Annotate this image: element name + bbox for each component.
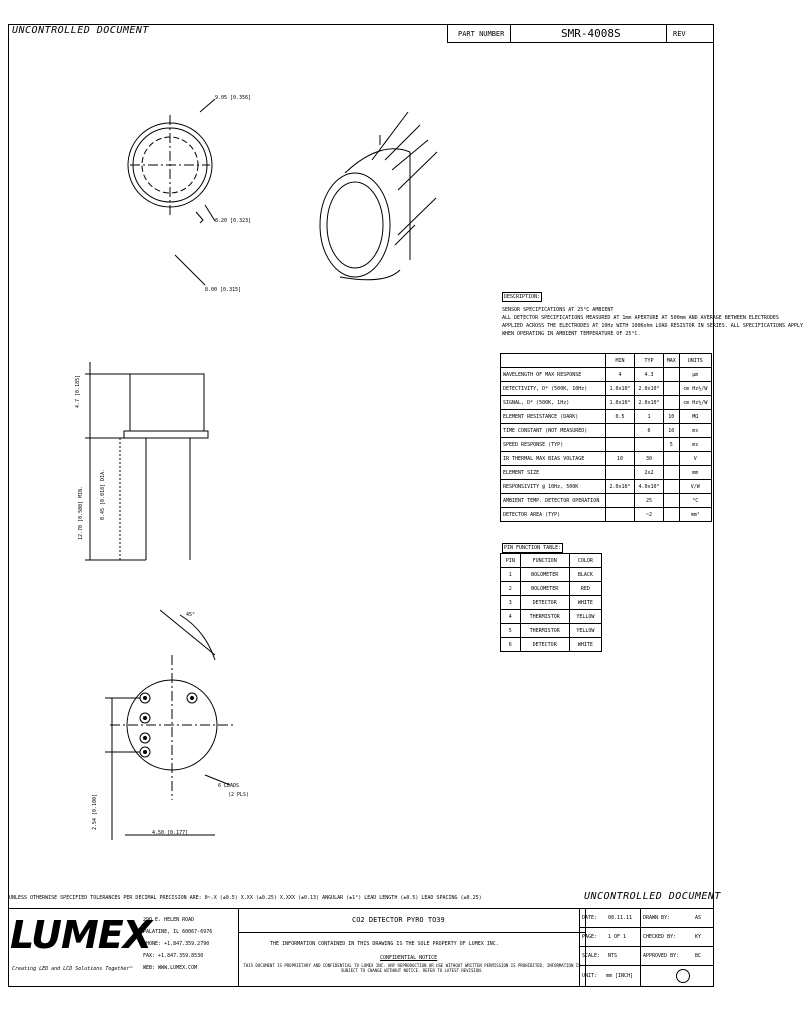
spec-cell [606,508,635,522]
spec-cell: DETECTIVITY, D* (500K, 10Hz) [501,382,606,396]
spec-cell [635,438,664,452]
pin-cell: DETECTOR [520,596,569,610]
spec-cell: ~2 [635,508,664,522]
spec-cell: TIME CONSTANT (NOT MEASURED) [501,424,606,438]
pin-row [501,624,602,638]
rev-label: REV [673,30,686,38]
dim-lead-length: 12.70 [0.500] MIN. [78,485,84,540]
spec-cell: SPEED RESPONSE (TYP) [501,438,606,452]
spec-cell [606,438,635,452]
dim-angle: 45° [186,612,196,618]
spec-row [501,466,712,480]
dim-cap-diameter: 8.20 [0.323] [215,218,252,224]
spec-cell: DETECTOR AREA (TYP) [501,508,606,522]
scale-label: SCALE: [582,953,601,959]
pin-table-title: PIN FUNCTION TABLE: [504,545,562,551]
certification-mark-icon [676,969,690,983]
confidential-text: THIS DOCUMENT IS PROPRIETARY AND CONFIDENTIAL TO LUMEX INC. ANY REPRODUCTION OR USE WITHOUT WRITTEN PERMISSION IS PROHIBITED. INFORMATION IS SUBJECT TO CHANGE WITHOUT NOTICE. REFER TO LATEST REVISION. [243,963,581,973]
part-number-label: PART NUMBER [458,30,505,38]
spec-cell: cm Hz½/W [679,396,711,410]
pin-cell: 5 [501,624,521,638]
pin-cell: DETECTOR [520,638,569,652]
spec-cell: WAVELENGTH OF MAX RESPONSE [501,368,606,382]
pin-cell: BOLOMETER [520,582,569,596]
date-label: DATE: [582,915,598,921]
page-value: 1 OF 1 [608,934,627,940]
spec-cell: 25 [635,494,664,508]
checked-value: KY [695,934,702,940]
dim-leads: 6 LEADS [218,783,240,789]
spec-cell: 2.0x10⁸ [606,480,635,494]
spec-cell: 1 [635,410,664,424]
spec-row [501,410,712,424]
pin-cell: THERMISTOR [520,624,569,638]
pin-cell: WHITE [569,638,601,652]
fax: FAX: +1.847.359.8530 [143,953,204,959]
tagline: Creating LED and LCD Solutions Together™ [12,966,133,972]
spec-cell: 0.5 [606,410,635,424]
spec-cell: V/W [679,480,711,494]
spec-row [501,438,712,452]
pin-cell: 2 [501,582,521,596]
pin-cell: BOLOMETER [520,568,569,582]
spec-cell: RESPONSIVITY @ 10Hz, 500K [501,480,606,494]
phone: PHONE: +1.847.359.2790 [143,941,210,947]
spec-cell: 2.0x10⁸ [635,382,664,396]
spec-cell [664,452,680,466]
spec-cell [664,396,680,410]
dim-bcd: 4.50 [0.177] [152,830,189,836]
spec-cell [606,494,635,508]
spec-row [501,424,712,438]
dim-window-diameter: 8.00 [0.315] [205,287,242,293]
pin-row [501,610,602,624]
spec-cell: ELEMENT RESISTANCE (DARK) [501,410,606,424]
spec-cell: ELEMENT SIZE [501,466,606,480]
drawn-value: AS [695,915,702,921]
spec-cell: SIGNAL, D* (500K, 1Hz) [501,396,606,410]
spec-cell [606,424,635,438]
spec-cell [664,508,680,522]
pin-cell: 3 [501,596,521,610]
pin-cell: 6 [501,638,521,652]
spec-cell: 2x2 [635,466,664,480]
pin-function-table [500,553,602,652]
description-line-3: APPLIED ACROSS THE ELECTRODES AT 10Hz WITH 100Kohm LOAD RESISTOR IN SERIES. ALL SPECIFICATIONS APPLY [502,323,803,329]
pin-row [501,596,602,610]
spec-cell: 1.0x10⁸ [606,382,635,396]
website: WEB: WWW.LUMEX.COM [143,965,198,971]
spec-cell [606,466,635,480]
pin-header-0: PIN [501,554,521,568]
spec-cell: MΩ [679,410,711,424]
spec-row [501,494,712,508]
scale-value: NTS [608,953,618,959]
dim-lead-diameter: 0.45 [0.018] DIA. [100,468,106,520]
pin-cell: RED [569,582,601,596]
checked-label: CHECKED BY: [643,934,677,940]
spec-cell [664,466,680,480]
spec-row [501,368,712,382]
spec-cell: 6 [635,424,664,438]
lumex-logo: LUMEX [10,913,152,957]
spec-cell: cm Hz½/W [679,382,711,396]
drawn-label: DRAWN BY: [643,915,671,921]
spec-cell: 1.0x10⁸ [606,396,635,410]
spec-cell [664,368,680,382]
uncontrolled-document-footer: UNCONTROLLED DOCUMENT [584,891,721,902]
pin-cell: WHITE [569,596,601,610]
spec-cell: 5 [664,438,680,452]
description-line-1: SENSOR SPECIFICATIONS AT 25°C AMBIENT [502,307,614,313]
spec-cell [664,494,680,508]
spec-cell: V [679,452,711,466]
spec-cell: 4.0x10⁸ [635,480,664,494]
tolerance-note: UNLESS OTHERWISE SPECIFIED TOLERANCES PER DECIMAL PRECISION ARE: 0~.X (±0.5) X.XX (±0.25) X.XXX (±0.13) ANGULAR (±1°) LEAD LENGTH (±0.5) LEAD SPACING (±0.25) [9,895,482,901]
dim-pin-spacing: 2.54 [0.100] [92,793,98,830]
uncontrolled-document-header: UNCONTROLLED DOCUMENT [12,25,149,36]
approved-label: APPROVED BY: [643,953,680,959]
top-view-drawing [128,99,215,285]
pin-cell: 1 [501,568,521,582]
side-view-drawing [85,362,208,560]
pin-header-1: FUNCTION [520,554,569,568]
pin-header-2: COLOR [569,554,601,568]
spec-cell: ms [679,438,711,452]
part-number: SMR-4008S [561,27,621,40]
spec-row [501,382,712,396]
spec-cell: µm [679,368,711,382]
spec-header-4: UNITS [679,354,711,368]
dim-leads-count: (2 PLS) [228,792,250,798]
spec-header-0 [501,354,606,368]
spec-header-3: MAX [664,354,680,368]
pin-row [501,582,602,596]
spec-cell: mm [679,466,711,480]
pin-cell: THERMISTOR [520,610,569,624]
spec-cell: AMBIENT TEMP. DETECTOR OPERATION [501,494,606,508]
dim-body-height: 4.7 [0.185] [75,374,81,408]
spec-row [501,452,712,466]
approved-value: BC [695,953,702,959]
iso-view-drawing [320,112,437,280]
spec-cell: 10 [664,424,680,438]
pin-cell: YELLOW [569,610,601,624]
property-notice: THE INFORMATION CONTAINED IN THIS DRAWING IS THE SOLE PROPERTY OF LUMEX INC. [270,941,499,947]
address-line-2: PALATINE, IL 60067-6976 [143,929,213,935]
spec-cell: 2.0x10⁸ [635,396,664,410]
pin-table-header [501,554,602,568]
spec-table [500,353,712,522]
spec-cell: IR THERMAL MAX BIAS VOLTAGE [501,452,606,466]
spec-row [501,480,712,494]
spec-cell: mm² [679,508,711,522]
spec-row [501,396,712,410]
page-label: PAGE: [582,934,598,940]
confidential-title: CONFIDENTIAL NOTICE [380,955,438,961]
spec-cell: ms [679,424,711,438]
unit-label: UNIT: [582,973,598,979]
description-title: DESCRIPTION: [504,294,541,300]
spec-header-1: MIN [606,354,635,368]
product-title: CO2 DETECTOR PYRO TO39 [352,916,445,924]
spec-cell: °C [679,494,711,508]
spec-cell: 4.3 [635,368,664,382]
spec-cell: 30 [635,452,664,466]
description-line-4: WHEN OPERATING IN AMBIENT TEMPERATURE OF 25°C. [502,331,641,337]
pin-cell: YELLOW [569,624,601,638]
address-line-1: 290 E. HELEN ROAD [143,917,195,923]
spec-cell [664,382,680,396]
pin-cell: BLACK [569,568,601,582]
spec-row [501,508,712,522]
spec-cell: 10 [664,410,680,424]
spec-table-header [501,354,712,368]
spec-cell [664,480,680,494]
bottom-view-drawing [105,610,235,840]
description-line-2: ALL DETECTOR SPECIFICATIONS MEASURED AT 1mm APERTURE AT 500mm AND AVERAGE BETWEEN ELECTRODES [502,315,779,321]
unit-value: mm [INCH] [606,973,634,979]
pin-row [501,568,602,582]
pin-row [501,638,602,652]
date-value: 08.11.11 [608,915,633,921]
spec-cell: 4 [606,368,635,382]
dim-outer-diameter: 9.05 [0.356] [215,95,252,101]
spec-header-2: TYP [635,354,664,368]
pin-cell: 4 [501,610,521,624]
spec-cell: 10 [606,452,635,466]
